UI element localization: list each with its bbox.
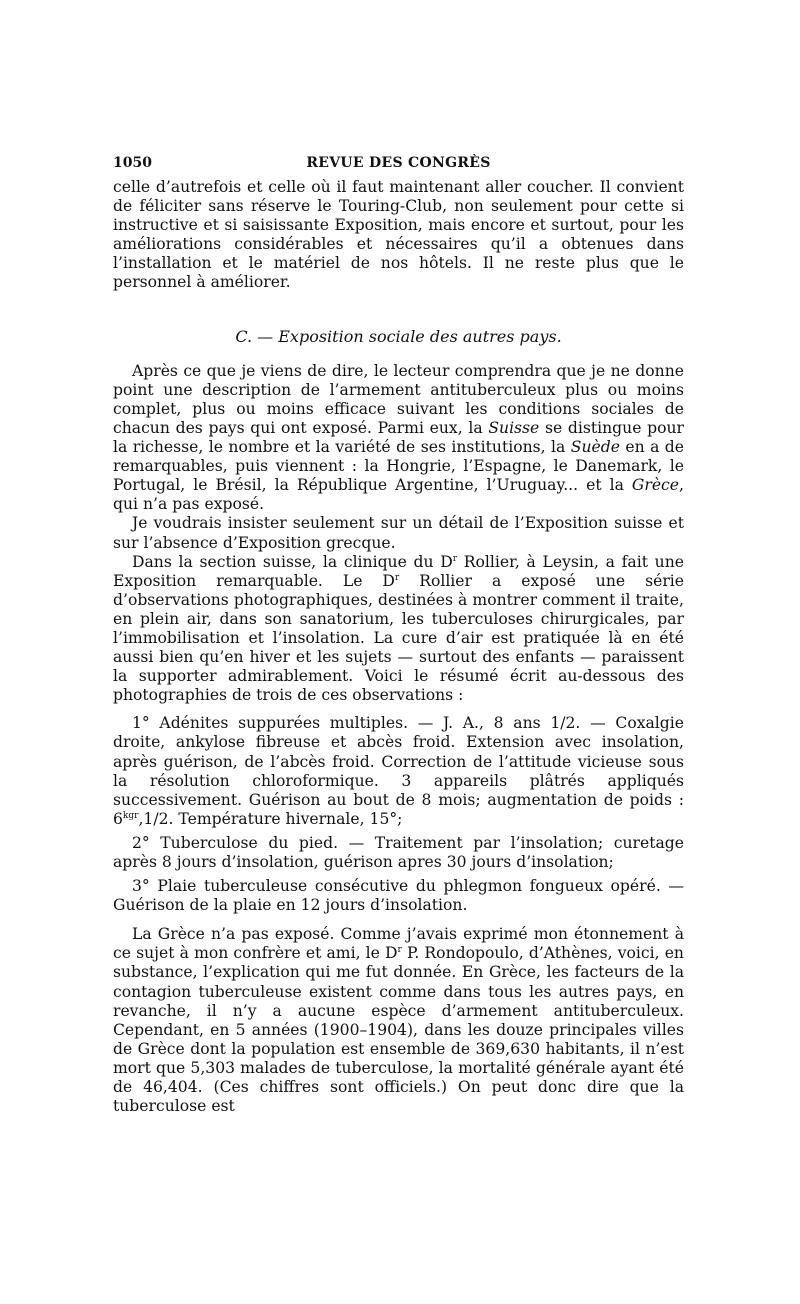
text-run: Rollier a exposé une série d’observations photographiques, destinées à montrer comment il traite, en plein air, dans son sanatorium, les tuberculoses chirurgicales, par l’immobilisation et l’insolation. La cure d’air est pratiquée là en été aussi bien qu’en hiver et les sujets — surtout des enfants — paraissent la supporter admirablement. Voici le résumé écrit au-dessous des photographies de trois de ces observations : — [113, 571, 684, 705]
section-title-text: Exposition sociale des autres pays. — [278, 326, 562, 346]
paragraph-countries — [113, 362, 684, 515]
case-observation-3: 3° Plaie tuberculeuse consécutive du phlegmon fongueux opéré. — Guérison de la plaie en 12 jours d’insolation. — [113, 877, 684, 915]
country-suede: Suède — [570, 438, 620, 457]
case-observation-1 — [113, 714, 684, 829]
text-run: Dans la section suisse, la clinique du D — [132, 552, 453, 571]
page-number: 1050 — [113, 155, 152, 171]
text-run: , qui n’a pas exposé. — [113, 476, 684, 514]
country-suisse: Suisse — [488, 418, 540, 437]
text-run: se distingue pour la richesse, le nombre et la variété de ses institutions, la — [113, 418, 684, 457]
country-grece: Grèce — [631, 476, 680, 495]
paragraph-focus: Je voudrais insister seulement sur un détail de l’Exposition suisse et sur l’absence d’Exposition grecque. — [113, 514, 684, 552]
document-page — [113, 152, 684, 1116]
paragraph-rollier — [113, 553, 684, 706]
section-heading — [113, 327, 684, 346]
text-run: P. Rondopoulo, d’Athènes, voici, en substance, l’explication qui me fut donnée. En Grèce, les facteurs de la contagion tuberculeuse existent comme dans tous les autres pays, en revanche, il n’y a aucune espèce d’armement antituberculeux. Cependant, en 5 années (1900–1904), dans les douze principales villes de Grèce dont la population est ensemble de 369,630 habitants, il n’est mort que 5,303 malades de tuberculose, la mortalité générale ayant été de 46,404. (Ces chiffres sont officiels.) On peut donc dire que la tuberculose est — [113, 944, 684, 1116]
text-run: 1° Adénites suppurées multiples. — J. A., 8 ans 1/2. — Coxalgie droite, ankylose fibreuse et abcès froid. Extension avec insolation, après guérison, de l’abcès froid. Correction de l’attitude vicieuse sous la résolution chloroformique. 3 appareils plâtrés appliqués successivement. Guérison au bout de 8 mois; augmentation de poids : 6 — [113, 714, 684, 828]
page-header — [113, 152, 684, 178]
superscript: r — [397, 945, 402, 956]
text-run: Après ce que je viens de dire, le lecteur comprendra que je ne donne point une description de l’armement antituberculeux plus ou moins complet, plus ou moins efficace suivant les conditions sociales de chacun des pays qui ont exposé. Parmi eux, la — [113, 361, 684, 437]
running-title: REVUE DES CONGRÈS — [306, 155, 491, 171]
text-run: La Grèce n’a pas exposé. Comme j’avais exprimé mon étonnement à ce sujet à mon confrère et ami, le D — [113, 925, 684, 963]
section-letter: C. — — [235, 326, 274, 346]
case-observation-2: 2° Tuberculose du pied. — Traitement par l’insolation; curetage après 8 jours d’insolation, guérison apres 30 jours d’insolation; — [113, 833, 684, 871]
superscript: r — [452, 553, 458, 564]
superscript: r — [394, 572, 400, 583]
superscript: kgr — [122, 810, 139, 821]
paragraph-greece — [113, 925, 684, 1116]
text-run: Rollier, à Leysin, a fait une Exposition remarquable. Le D — [113, 552, 684, 590]
text-run: en a de remarquables, puis viennent : la Hongrie, l’Espagne, le Danemark, le Portugal, le Brésil, la République Argentine, l’Uruguay... et la — [113, 438, 685, 495]
intro-paragraph: celle d’autrefois et celle où il faut maintenant aller coucher. Il convient de féliciter sans réserve le Touring-Club, non seulement pour cette si instructive et si saisissante Exposition, mais encore et surtout, pour les améliorations considérables et nécessaires qu’il a obtenues dans l’installation et le matériel de nos hôtels. Il ne reste plus que le personnel à améliorer. — [113, 178, 684, 292]
text-run: ,1/2. Température hivernale, 15°; — [138, 809, 403, 828]
